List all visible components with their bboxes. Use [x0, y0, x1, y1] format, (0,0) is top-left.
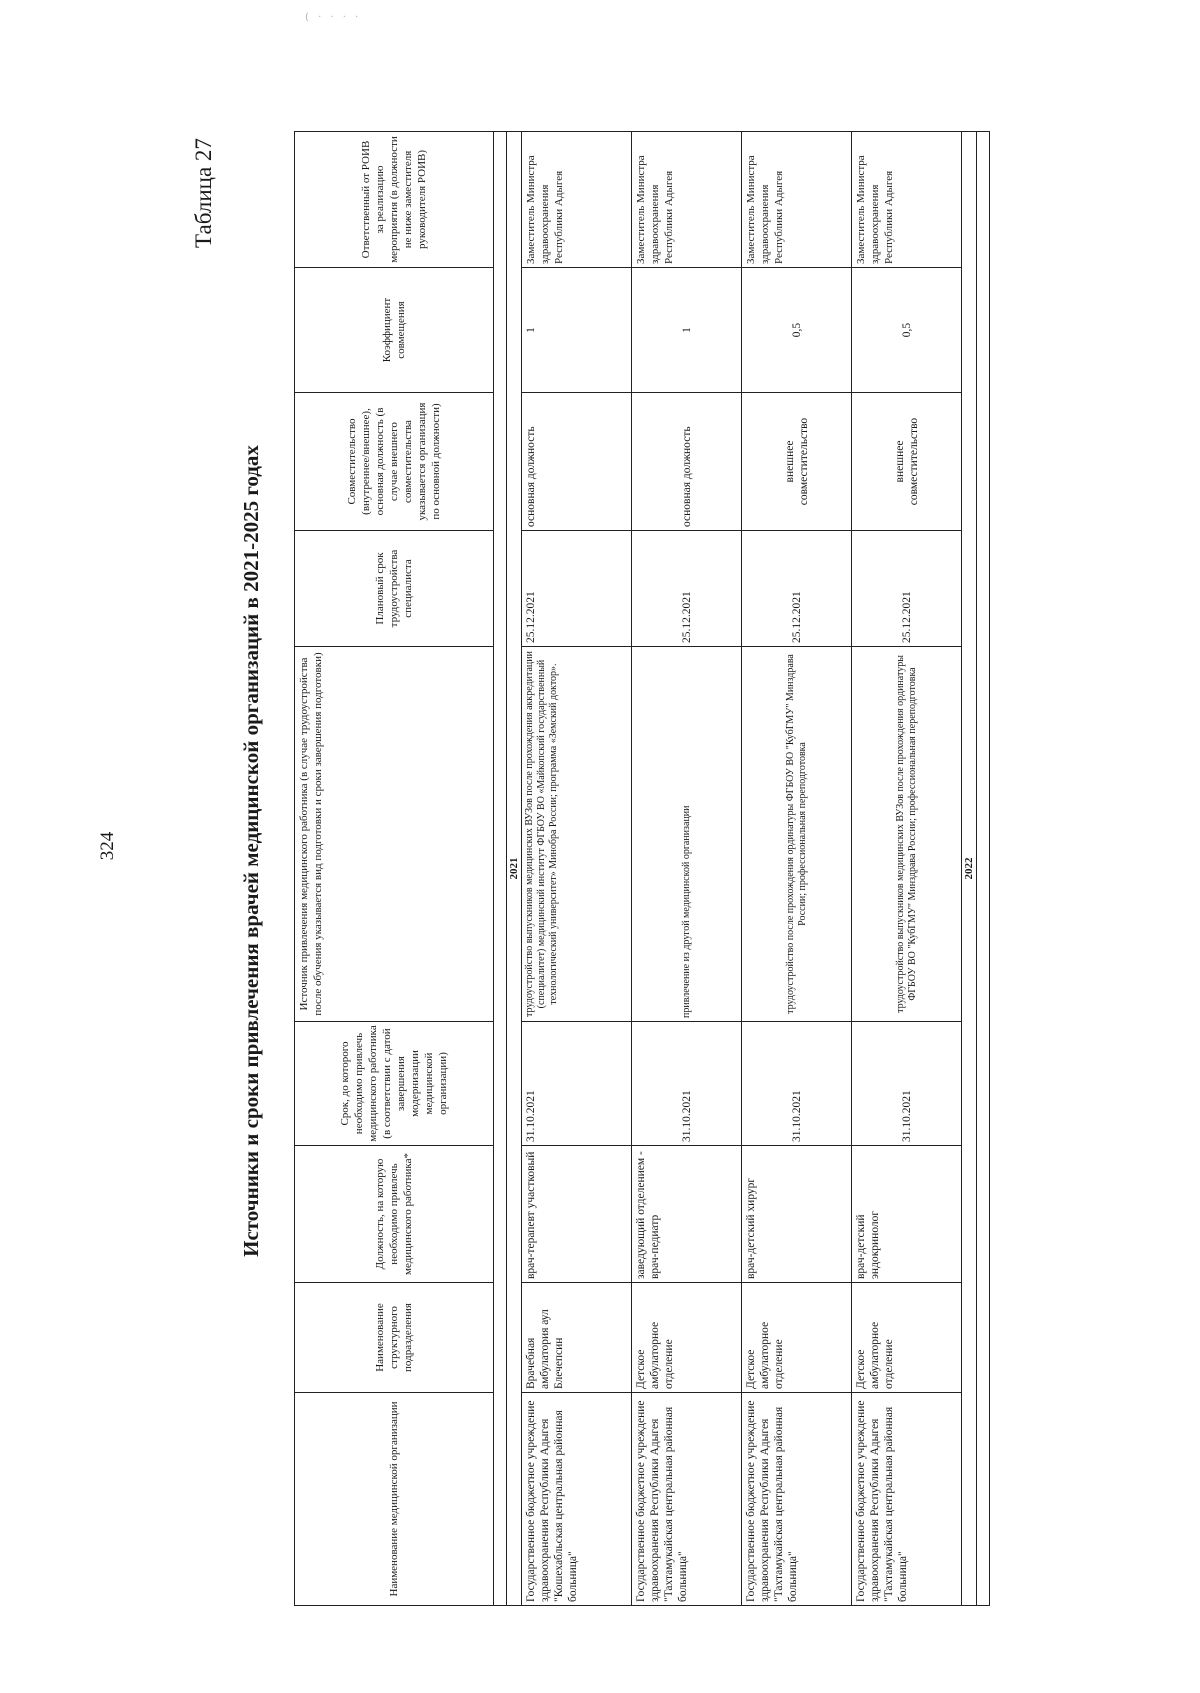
- header-row: [295, 132, 494, 1606]
- position-cell: врач-терапевт участковый: [522, 1146, 632, 1283]
- org-cell: Государственное бюджетное учреждение здравоохранения Республики Адыгея "Тахтамукайская центральная районная больница": [632, 1393, 742, 1606]
- year-label: 2022: [962, 132, 977, 1606]
- position-cell: врач-детский хирург: [742, 1146, 852, 1283]
- deadline-cell: 31.10.2021: [632, 1022, 742, 1146]
- spacer-row: [494, 132, 507, 1606]
- header-cell: Наименование медицинской организации: [295, 1393, 494, 1606]
- org-cell: Государственное бюджетное учреждение здравоохранения Республики Адыгея "Кошехабльская центральная районная больница": [522, 1393, 632, 1606]
- responsible-cell: Заместитель Министра здравоохранения Республики Адыгея: [632, 132, 742, 268]
- unit-cell: Врачебная амбулатория аул Блечепсин: [522, 1283, 632, 1393]
- source-cell: трудоустройство после прохождения ординатуры ФГБОУ ВО "КубГМУ" Минздрава России; профессиональная переподготовка: [742, 647, 852, 1022]
- source-cell: привлечение из другой медицинской организации: [632, 647, 742, 1022]
- position-cell: врач-детский эндокринолог: [852, 1146, 962, 1283]
- planned-cell: 25.12.2021: [742, 531, 852, 647]
- scan-mark: ( · · · ·: [305, 12, 362, 23]
- responsible-cell: Заместитель Министра здравоохранения Республики Адыгея: [522, 132, 632, 268]
- planned-cell: 25.12.2021: [522, 531, 632, 647]
- combination-cell: основная должность: [522, 393, 632, 531]
- year-row-2021: [507, 132, 522, 1606]
- document-title: Источники и сроки привлечения врачей медицинской организаций в 2021-2025 годах: [239, 445, 263, 1257]
- unit-cell: Детское амбулаторное отделение: [632, 1283, 742, 1393]
- header-cell: Срок, до которого необходимо привлечь медицинского работника (в соответствии с датой завершения модернизации медицинской организации): [295, 1022, 494, 1146]
- org-cell: Государственное бюджетное учреждение здравоохранения Республики Адыгея "Тахтамукайская центральная районная больница": [852, 1393, 962, 1606]
- coef-cell: 0,5: [852, 268, 962, 393]
- table-row: [522, 132, 632, 1606]
- planned-cell: 25.12.2021: [852, 531, 962, 647]
- coef-cell: 1: [632, 268, 742, 393]
- table-label: Таблица 27: [191, 138, 216, 248]
- org-cell: Государственное бюджетное учреждение здравоохранения Республики Адыгея "Тахтамукайская центральная районная больница": [742, 1393, 852, 1606]
- combination-cell: внешнее совместительство: [742, 393, 852, 531]
- header-cell: Ответственный от РОИВ за реализацию мероприятия (в должности не ниже заместителя руководителя РОИВ): [295, 132, 494, 268]
- source-cell: трудоустройство выпускников медицинских ВУЗов после прохождения аккредитации (специалитет) медицинский институт ФГБОУ ВО «Майкопский государственный технологический университет» Минобра России; программа «Земский доктор».: [522, 647, 632, 1022]
- year-label: 2021: [507, 132, 522, 1606]
- source-cell: трудоустройство выпускников медицинских ВУЗов после прохождения ординатуры ФГБОУ ВО "КубГМУ" Минздрава России; профессиональная переподготовка: [852, 647, 962, 1022]
- header-cell: Должность, на которую необходимо привлечь медицинского работника*: [295, 1146, 494, 1283]
- header-cell: Коэффициент совмещения: [295, 268, 494, 393]
- combination-cell: внешнее совместительство: [852, 393, 962, 531]
- header-cell: Совместительство (внутреннее/внешнее), основная должность (в случае внешнего совместительства указывается организация по основной должности): [295, 393, 494, 531]
- spacer-row: [977, 132, 990, 1606]
- unit-cell: Детское амбулаторное отделение: [852, 1283, 962, 1393]
- coef-cell: 0,5: [742, 268, 852, 393]
- responsible-cell: Заместитель Министра здравоохранения Республики Адыгея: [742, 132, 852, 268]
- position-cell: заведующий отделением - врач-педиатр: [632, 1146, 742, 1283]
- deadline-cell: 31.10.2021: [522, 1022, 632, 1146]
- deadline-cell: 31.10.2021: [852, 1022, 962, 1146]
- rotated-table-container: [294, 132, 984, 1606]
- responsible-cell: Заместитель Министра здравоохранения Республики Адыгея: [852, 132, 962, 268]
- deadline-cell: 31.10.2021: [742, 1022, 852, 1146]
- coef-cell: 1: [522, 268, 632, 393]
- page-number: 324: [97, 831, 118, 861]
- header-cell: Наименование структурного подразделения: [295, 1283, 494, 1393]
- table-row: [632, 132, 742, 1606]
- header-cell: Плановый срок трудоустройства специалиста: [295, 531, 494, 647]
- combination-cell: основная должность: [632, 393, 742, 531]
- table-row: [852, 132, 962, 1606]
- planned-cell: 25.12.2021: [632, 531, 742, 647]
- table-row: [742, 132, 852, 1606]
- unit-cell: Детское амбулаторное отделение: [742, 1283, 852, 1393]
- header-cell: Источник привлечения медицинского работника (в случае трудоустройства после обучения указывается вид подготовки и сроки завершения подготовки): [295, 647, 494, 1022]
- staffing-table: [294, 131, 990, 1606]
- year-row-2022: [962, 132, 977, 1606]
